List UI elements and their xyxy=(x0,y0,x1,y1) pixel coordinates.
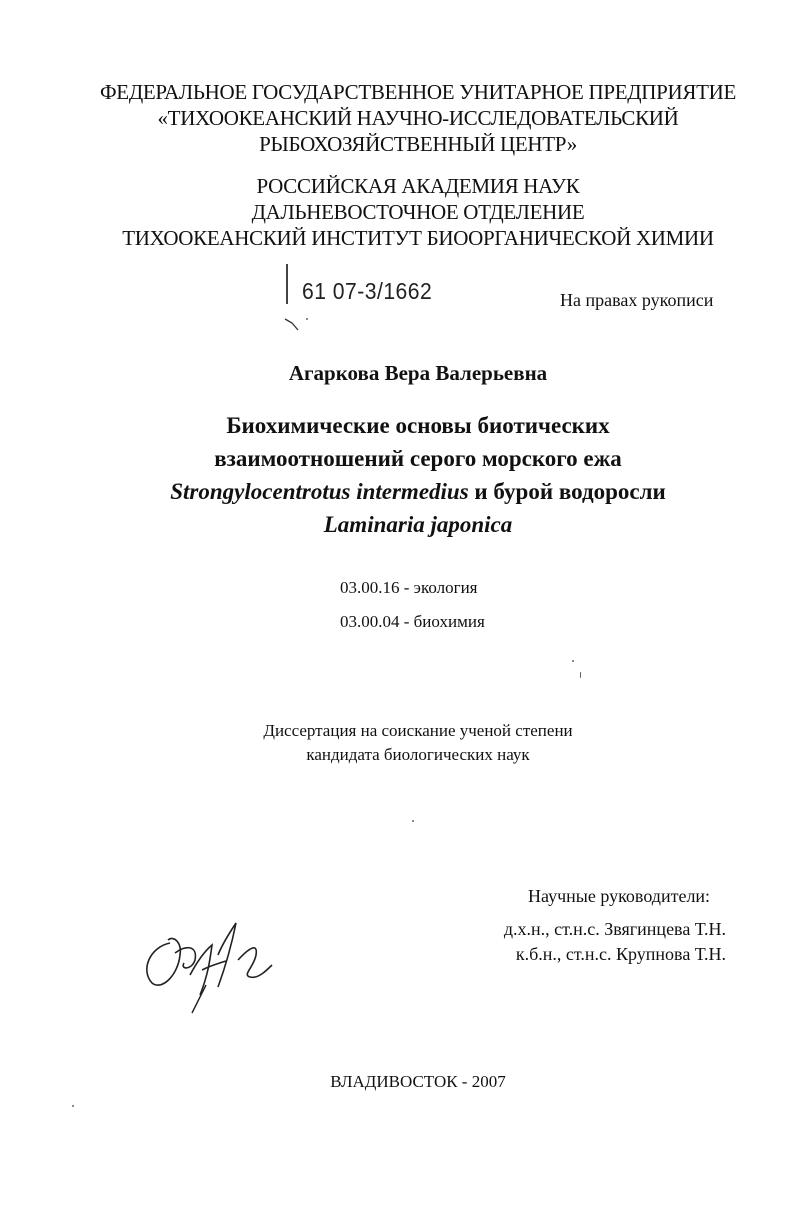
scan-speck xyxy=(72,1105,74,1107)
supervisors-heading: Научные руководители: xyxy=(528,886,711,906)
scan-speck xyxy=(580,672,581,678)
supervisor-1: д.х.н., ст.н.с. Звягинцева Т.Н. xyxy=(503,919,726,939)
dissertation-title xyxy=(0,409,794,541)
pen-mark-icon xyxy=(284,315,300,331)
scan-speck xyxy=(572,660,574,662)
archive-number: 61 07-3/1662 xyxy=(302,278,433,304)
city-year: ВЛАДИВОСТОК - 2007 xyxy=(330,1072,506,1091)
author-name: Агаркова Вера Валерьевна xyxy=(288,361,548,385)
title-line-3-rest: и бурой водоросли xyxy=(468,479,666,504)
supervisor-2: к.б.н., ст.н.с. Крупнова Т.Н. xyxy=(515,944,726,964)
org1-line-2: «ТИХООКЕАНСКИЙ НАУЧНО-ИССЛЕДОВАТЕЛЬСКИЙ xyxy=(157,106,679,130)
handwritten-signature-icon xyxy=(140,915,285,1015)
scan-speck xyxy=(412,820,414,822)
title-line-2: взаимоотношений серого морского ежа xyxy=(214,446,622,471)
scan-speck xyxy=(306,318,308,320)
title-line-3 xyxy=(0,475,794,508)
specialty-code-biochemistry: 03.00.04 - биохимия xyxy=(340,612,485,631)
org1-line-1: ФЕДЕРАЛЬНОЕ ГОСУДАРСТВЕННОЕ УНИТАРНОЕ ПРЕДПРИЯТИЕ xyxy=(100,80,736,104)
specialty-code-ecology: 03.00.16 - экология xyxy=(340,578,478,597)
title-line-1: Биохимические основы биотических xyxy=(226,413,610,438)
org2-line-1: РОССИЙСКАЯ АКАДЕМИЯ НАУК xyxy=(256,174,580,198)
dissertation-line-1: Диссертация на соискание ученой степени xyxy=(263,721,573,740)
org1-line-3: РЫБОХОЗЯЙСТВЕННЫЙ ЦЕНТР» xyxy=(259,132,577,156)
org2-line-2: ДАЛЬНЕВОСТОЧНОЕ ОТДЕЛЕНИЕ xyxy=(251,200,585,224)
organization-header-2 xyxy=(0,173,794,251)
species-name-algae: Laminaria japonica xyxy=(323,512,513,537)
manuscript-note: На правах рукописи xyxy=(560,290,714,310)
dissertation-line-2: кандидата биологических наук xyxy=(306,745,530,764)
organization-header-1 xyxy=(0,79,794,157)
org2-line-3: ТИХООКЕАНСКИЙ ИНСТИТУТ БИООРГАНИЧЕСКОЙ ХИМИИ xyxy=(122,226,714,250)
archive-stamp-bar xyxy=(286,264,288,304)
dissertation-statement xyxy=(0,719,794,767)
species-name-urchin: Strongylocentrotus intermedius xyxy=(170,479,469,504)
